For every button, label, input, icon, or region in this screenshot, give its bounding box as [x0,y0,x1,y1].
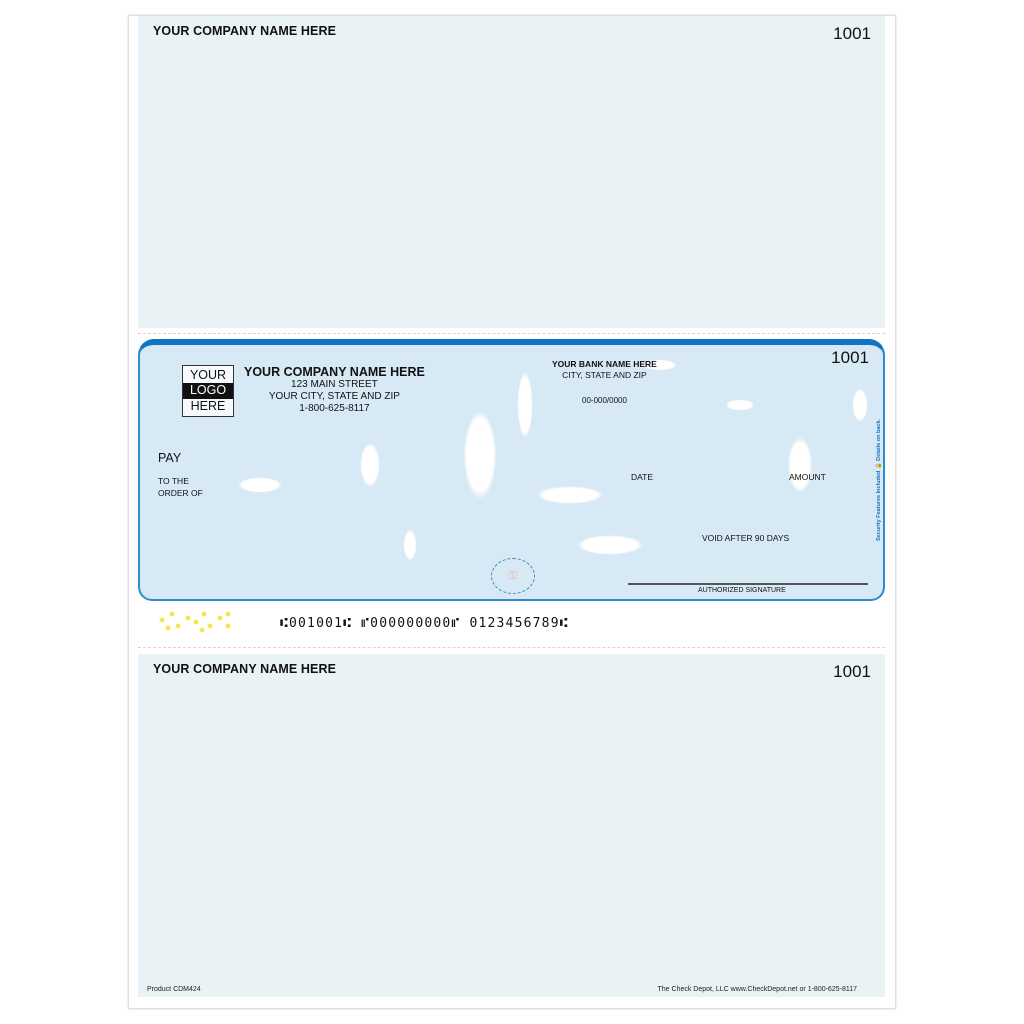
company-address-block [244,365,425,415]
perforation-line-bottom [138,647,885,648]
vendor-info: The Check Depot, LLC www.CheckDepot.net or 1-800-625-8117 [657,986,857,993]
security-features-note [873,405,885,555]
company-street: 123 MAIN STREET [291,379,378,390]
void-notice: VOID AFTER 90 DAYS [702,533,790,543]
signature-line [628,583,868,585]
bank-name: YOUR BANK NAME HERE [552,359,657,369]
bottom-stub-company-name: YOUR COMPANY NAME HERE [153,662,337,676]
perforation-line-top [138,333,885,334]
pay-label: PAY [158,451,182,465]
logo-line-3: HERE [190,398,226,413]
logo-placeholder [182,365,234,417]
logo-line-1: YOUR [189,367,227,382]
bottom-stub [138,654,885,997]
security-stars-icon [156,610,236,632]
top-stub-check-number: 1001 [833,24,871,43]
order-label-line-2: ORDER OF [158,488,203,498]
security-features-text: Security Features Included 🔒 Details on back. [876,418,882,542]
heat-sensitive-seal [491,558,535,594]
micr-zone [138,606,885,642]
bank-city: CITY, STATE AND ZIP [562,370,647,380]
key-icon: ⚿ [508,569,518,582]
company-city: YOUR CITY, STATE AND ZIP [268,391,400,402]
bottom-stub-check-number: 1001 [833,662,871,681]
check-face [138,339,885,601]
top-stub [138,16,885,328]
top-stub-company-name: YOUR COMPANY NAME HERE [153,24,337,38]
routing-fraction: 00-000/0000 [582,396,627,405]
order-of-label [158,475,203,499]
signature-label: AUTHORIZED SIGNATURE [698,587,786,594]
micr-line: ⑆001001⑆ ⑈000000000⑈ 0123456789⑆ [280,616,569,631]
order-label-line-1: TO THE [158,476,189,486]
check-sheet [129,16,895,1008]
logo-line-2: LOGO [183,383,233,399]
date-label: DATE [631,472,654,482]
company-name: YOUR COMPANY NAME HERE [244,365,425,379]
amount-label: AMOUNT [789,472,826,482]
bank-block [552,359,657,381]
check-number: 1001 [831,348,869,367]
product-code: Product CDM424 [147,986,201,993]
company-phone: 1-800-625-8117 [299,403,370,414]
check-banner: THE FACE OF THIS DOCUMENT HAS A COLORED BACKGROUND ON WHITE PAPER [416,339,658,345]
